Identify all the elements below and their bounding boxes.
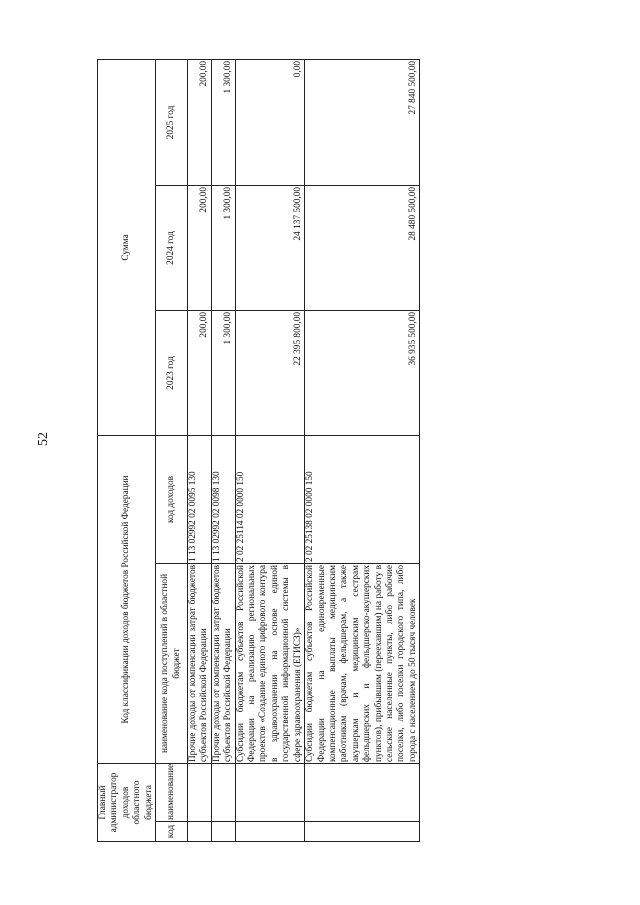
cell-2024: 24 137 500,00 (235, 186, 304, 311)
table-row (211, 59, 235, 841)
cell-naim-kod: Прочие доходы от компенсации затрат бюджетов субъектов Российской Федерации (188, 565, 210, 762)
cell-2023: 36 935 500,00 (305, 311, 420, 436)
cell-2025: 1 300,00 (211, 59, 235, 185)
table-row (305, 59, 420, 841)
cell-2023: 200,00 (188, 311, 212, 436)
cell-kod-dohodov: 2 02 25114 02 0000 150 (235, 436, 304, 564)
header-code-group: Код классификации доходов бюджетов Российской Федерации (98, 436, 156, 764)
header-col-kod: код (156, 822, 188, 842)
header-col-naim: наименование (156, 764, 188, 822)
cell-2025: 27 840 500,00 (305, 59, 420, 185)
cell-2024: 1 300,00 (211, 186, 235, 311)
header-col-2025: 2025 год (156, 59, 188, 185)
header-col-kod-dohodov: код доходов (156, 436, 188, 564)
rotated-table-wrapper (97, 60, 418, 842)
cell-naim (235, 764, 304, 822)
cell-kod (211, 822, 235, 842)
table-row (235, 59, 304, 841)
cell-kod (305, 822, 420, 842)
cell-naim (305, 764, 420, 822)
cell-naim-kod: Субсидии бюджетам субъектов Российской Федерации на единовременные компенсационные выплаты медицинским работникам (врачам, фельдшерам, а также акушеркам и медицинским сестрам фельдшерских и фельдшерско-акушерских пунктов), прибывшим (переехавшим) на работу в сельские населенные пункты, либо рабочие поселки, либо поселки городского типа, либо города с населением до 50 тысяч человек (305, 565, 418, 762)
cell-2023: 1 300,00 (211, 311, 235, 436)
cell-kod-dohodov: 2 02 25138 02 0000 150 (305, 436, 420, 564)
header-col-naim-kod: наименование кода поступлений в областной бюджет (156, 564, 188, 764)
cell-kod-dohodov: 1 13 02992 02 0095 130 (188, 436, 212, 564)
revenue-table (97, 59, 420, 842)
cell-2024: 28 480 500,00 (305, 186, 420, 311)
page-number: 52 (36, 432, 51, 446)
cell-2025: 200,00 (188, 59, 212, 185)
header-admin-group: Главный администратор доходов областного бюджета (98, 764, 156, 842)
cell-2024: 200,00 (188, 186, 212, 311)
cell-2025: 0,00 (235, 59, 304, 185)
cell-naim-kod: Прочие доходы от компенсации затрат бюджетов субъектов Российской Федерации (211, 565, 234, 762)
header-col-2023: 2023 год (156, 311, 188, 436)
cell-2023: 22 395 800,00 (235, 311, 304, 436)
cell-kod (188, 822, 212, 842)
cell-kod (235, 822, 304, 842)
table-row (188, 59, 212, 841)
cell-naim (211, 764, 235, 822)
header-sum-group: Сумма (98, 59, 156, 435)
cell-naim-kod: Субсидии бюджетам субъектов Российской Федерации на реализацию региональных проектов «Создание единого цифрового контура в здравоохранении на основе единой государственной информационной системы в сфере здравоохранения (ЕГИСЗ)» (235, 565, 303, 762)
header-col-2024: 2024 год (156, 186, 188, 311)
cell-kod-dohodov: 1 13 02992 02 0098 130 (211, 436, 235, 564)
cell-naim (188, 764, 212, 822)
